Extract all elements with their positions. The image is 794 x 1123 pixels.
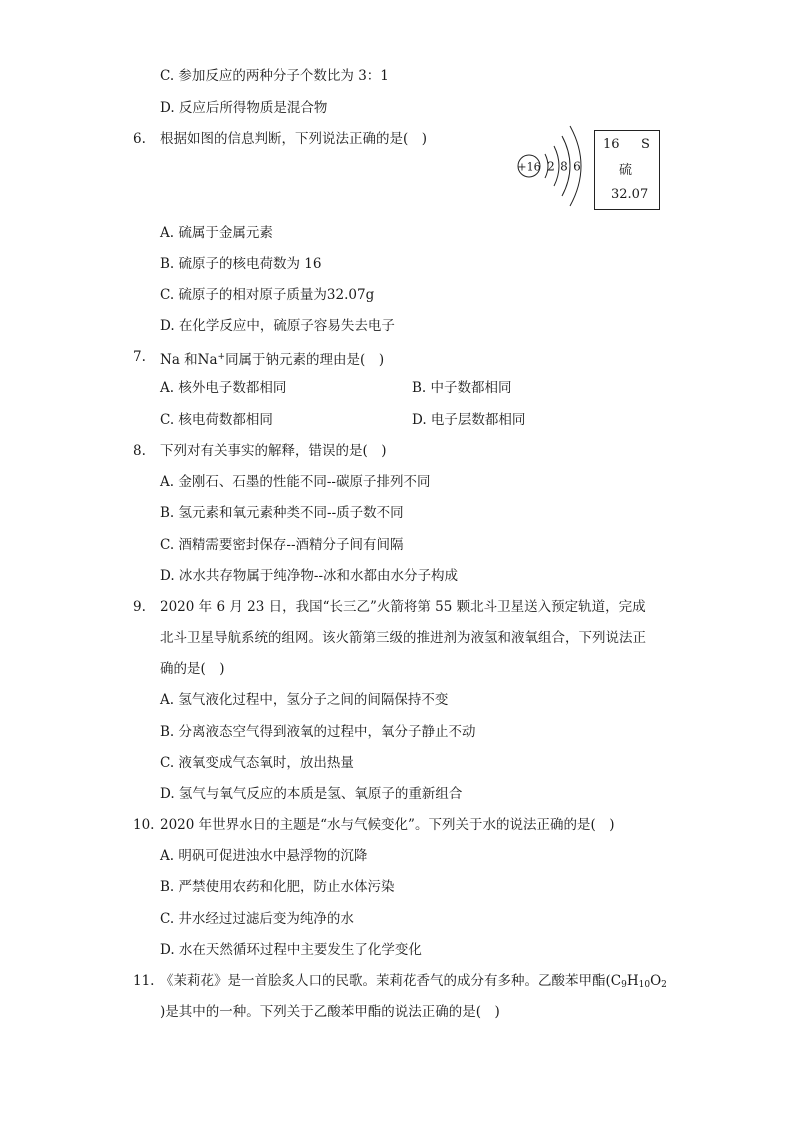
q8-option-d: D. 冰水共存物属于纯净物--冰和水都由水分子构成 — [160, 568, 459, 584]
q10-stem: 2020 年世界水日的主题是“水与气候变化”。下列关于水的说法正确的是( ) — [160, 817, 615, 833]
q9-option-b: B. 分离液态空气得到液氧的过程中，氧分子静止不动 — [160, 724, 476, 740]
q8-option-c: C. 酒精需要密封保存--酒精分子间有间隔 — [160, 537, 404, 553]
q10-option-d: D. 水在天然循环过程中主要发生了化学变化 — [160, 942, 422, 958]
q5-option-d: D. 反应后所得物质是混合物 — [160, 100, 328, 116]
q6-number: 6. — [133, 131, 146, 147]
element-symbol: S — [641, 137, 650, 152]
q11-number: 11. — [133, 973, 155, 989]
sulfur-atom-structure-diagram — [512, 118, 592, 218]
shell-2-electrons: 8 — [560, 159, 568, 174]
q9-stem-line-2: 北斗卫星导航系统的组网。该火箭第三级的推进剂为液氢和液氧组合，下列说法正 — [160, 630, 646, 646]
q9-stem-line-3: 确的是( ) — [160, 661, 225, 677]
relative-atomic-mass: 32.07 — [611, 187, 649, 202]
q10-option-c: C. 井水经过过滤后变为纯净的水 — [160, 911, 354, 927]
atomic-number: 16 — [603, 137, 620, 152]
q9-option-d: D. 氢气与氧气反应的本质是氢、氧原子的重新组合 — [160, 786, 463, 802]
q7-number: 7. — [133, 349, 146, 365]
shell-1-electrons: 2 — [547, 159, 555, 174]
q8-number: 8. — [133, 443, 146, 459]
q9-number: 9. — [133, 599, 146, 615]
q7-stem: Na 和Na+同属于钠元素的理由是( ) — [160, 352, 385, 368]
periodic-table-element-card — [594, 130, 660, 210]
shell-3-electrons: 6 — [573, 159, 581, 174]
q6-option-a: A. 硫属于金属元素 — [160, 225, 273, 241]
q10-option-b: B. 严禁使用农药和化肥，防止水体污染 — [160, 879, 395, 895]
q7-option-d: D. 电子层数都相同 — [412, 412, 526, 428]
q8-option-b: B. 氢元素和氧元素种类不同--质子数不同 — [160, 505, 404, 521]
q6-option-c: C. 硫原子的相对原子质量为32.07g — [160, 287, 375, 303]
q8-option-a: A. 金刚石、石墨的性能不同--碳原子排列不同 — [160, 474, 431, 490]
element-name: 硫 — [619, 163, 633, 178]
q6-stem: 根据如图的信息判断，下列说法正确的是( ) — [160, 131, 428, 147]
q5-option-c: C. 参加反应的两种分子个数比为 3：1 — [160, 68, 389, 84]
q7-option-b: B. 中子数都相同 — [412, 380, 512, 396]
q10-option-a: A. 明矾可促进浊水中悬浮物的沉降 — [160, 848, 368, 864]
q11-stem-line-1: 《茉莉花》是一首脍炙人口的民歌。茉莉花香气的成分有多种。乙酸苯甲酯($C_9H_{10}O_2$ — [160, 973, 667, 990]
q9-stem-line-1: 2020 年 6 月 23 日，我国“长三乙”火箭将第 55 颗北斗卫星送入预定轨道，完成 — [160, 599, 646, 615]
q9-option-c: C. 液氧变成气态氧时，放出热量 — [160, 755, 354, 771]
q11-stem-line-2: )是其中的一种。下列关于乙酸苯甲酯的说法正确的是( ) — [160, 1004, 500, 1020]
q8-stem: 下列对有关事实的解释，错误的是( ) — [160, 443, 387, 459]
q7-option-c: C. 核电荷数都相同 — [160, 412, 273, 428]
q7-option-a: A. 核外电子数都相同 — [160, 380, 287, 396]
q10-number: 10. — [133, 817, 155, 833]
nucleus-charge: +16 — [517, 160, 541, 174]
q6-option-d: D. 在化学反应中，硫原子容易失去电子 — [160, 318, 395, 334]
q6-option-b: B. 硫原子的核电荷数为 16 — [160, 256, 322, 272]
q9-option-a: A. 氢气液化过程中，氢分子之间的间隔保持不变 — [160, 692, 449, 708]
